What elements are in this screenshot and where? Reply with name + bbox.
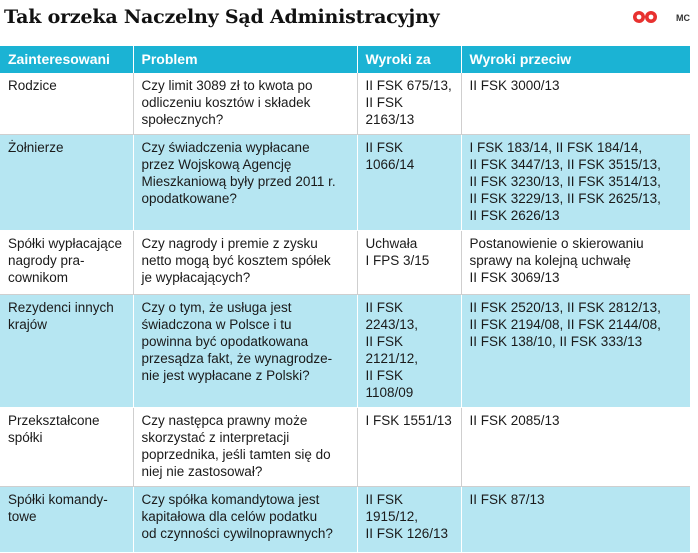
cell-wyroki-przeciw: II FSK 3000/13 <box>461 73 690 135</box>
table-header-row <box>0 46 690 73</box>
credit-label: MC <box>676 13 690 23</box>
cell-wyroki-za: I FSK 1551/13 <box>357 408 461 487</box>
cell-problem: Czy o tym, że usługa jest świadczona w Polsce i tu powinna być opodatkowana przesądza fakt, że wynagrodze- nie jest wypłacane z Polski? <box>133 295 357 408</box>
table-row <box>0 408 690 487</box>
rulings-table <box>0 46 690 553</box>
cell-problem: Czy nagrody i premie z zysku netto mogą być kosztem spółek je wypłacających? <box>133 231 357 295</box>
cell-wyroki-przeciw: Postanowienie o skierowaniu sprawy na kolejną uchwałę II FSK 3069/13 <box>461 231 690 295</box>
cell-wyroki-za: II FSK 2243/13, II FSK 2121/12, II FSK 1108/09 <box>357 295 461 408</box>
cell-zainteresowani: Spółki komandy- towe <box>0 487 133 553</box>
column-header-zainteresowani: Zainteresowani <box>0 46 133 73</box>
table-row <box>0 231 690 295</box>
cell-problem: Czy spółka komandytowa jest kapitałowa dla celów podatku od czynności cywilnoprawnych? <box>133 487 357 553</box>
cell-problem: Czy świadczenia wypłacane przez Wojskową Agencję Mieszkaniową były przed 2011 r. opodatkowane? <box>133 135 357 231</box>
column-header-problem: Problem <box>133 46 357 73</box>
header <box>0 0 698 40</box>
cell-wyroki-przeciw: II FSK 2085/13 <box>461 408 690 487</box>
cell-wyroki-przeciw: I FSK 183/14, II FSK 184/14, II FSK 3447/13, II FSK 3515/13, II FSK 3230/13, II FSK 3514/13, II FSK 3229/13, II FSK 2625/13, II FSK 2626/13 <box>461 135 690 231</box>
cell-wyroki-za: II FSK 1066/14 <box>357 135 461 231</box>
table-row <box>0 135 690 231</box>
table-row <box>0 73 690 135</box>
cell-zainteresowani: Rodzice <box>0 73 133 135</box>
cell-problem: Czy następca prawny może skorzystać z interpretacji poprzednika, jeśli tamten się do niej nie zastosował? <box>133 408 357 487</box>
column-header-wyroki-przeciw: Wyroki przeciw <box>461 46 690 73</box>
cell-wyroki-za: II FSK 1915/12, II FSK 126/13 <box>357 487 461 553</box>
cell-zainteresowani: Spółki wypłacające nagrody pra- cownikom <box>0 231 133 295</box>
cell-zainteresowani: Przekształcone spółki <box>0 408 133 487</box>
table-row <box>0 295 690 408</box>
cell-wyroki-przeciw: II FSK 87/13 <box>461 487 690 553</box>
column-header-wyroki-za: Wyroki za <box>357 46 461 73</box>
gp-logo-icon <box>632 10 658 24</box>
cell-wyroki-za: Uchwała I FPS 3/15 <box>357 231 461 295</box>
cell-problem: Czy limit 3089 zł to kwota po odliczeniu kosztów i składek społecznych? <box>133 73 357 135</box>
cell-zainteresowani: Rezydenci innych krajów <box>0 295 133 408</box>
table-row <box>0 487 690 553</box>
cell-wyroki-za: II FSK 675/13, II FSK 2163/13 <box>357 73 461 135</box>
page-title: Tak orzeka Naczelny Sąd Administracyjny <box>4 6 440 28</box>
cell-wyroki-przeciw: II FSK 2520/13, II FSK 2812/13, II FSK 2194/08, II FSK 2144/08, II FSK 138/10, II FSK 333/13 <box>461 295 690 408</box>
cell-zainteresowani: Żołnierze <box>0 135 133 231</box>
